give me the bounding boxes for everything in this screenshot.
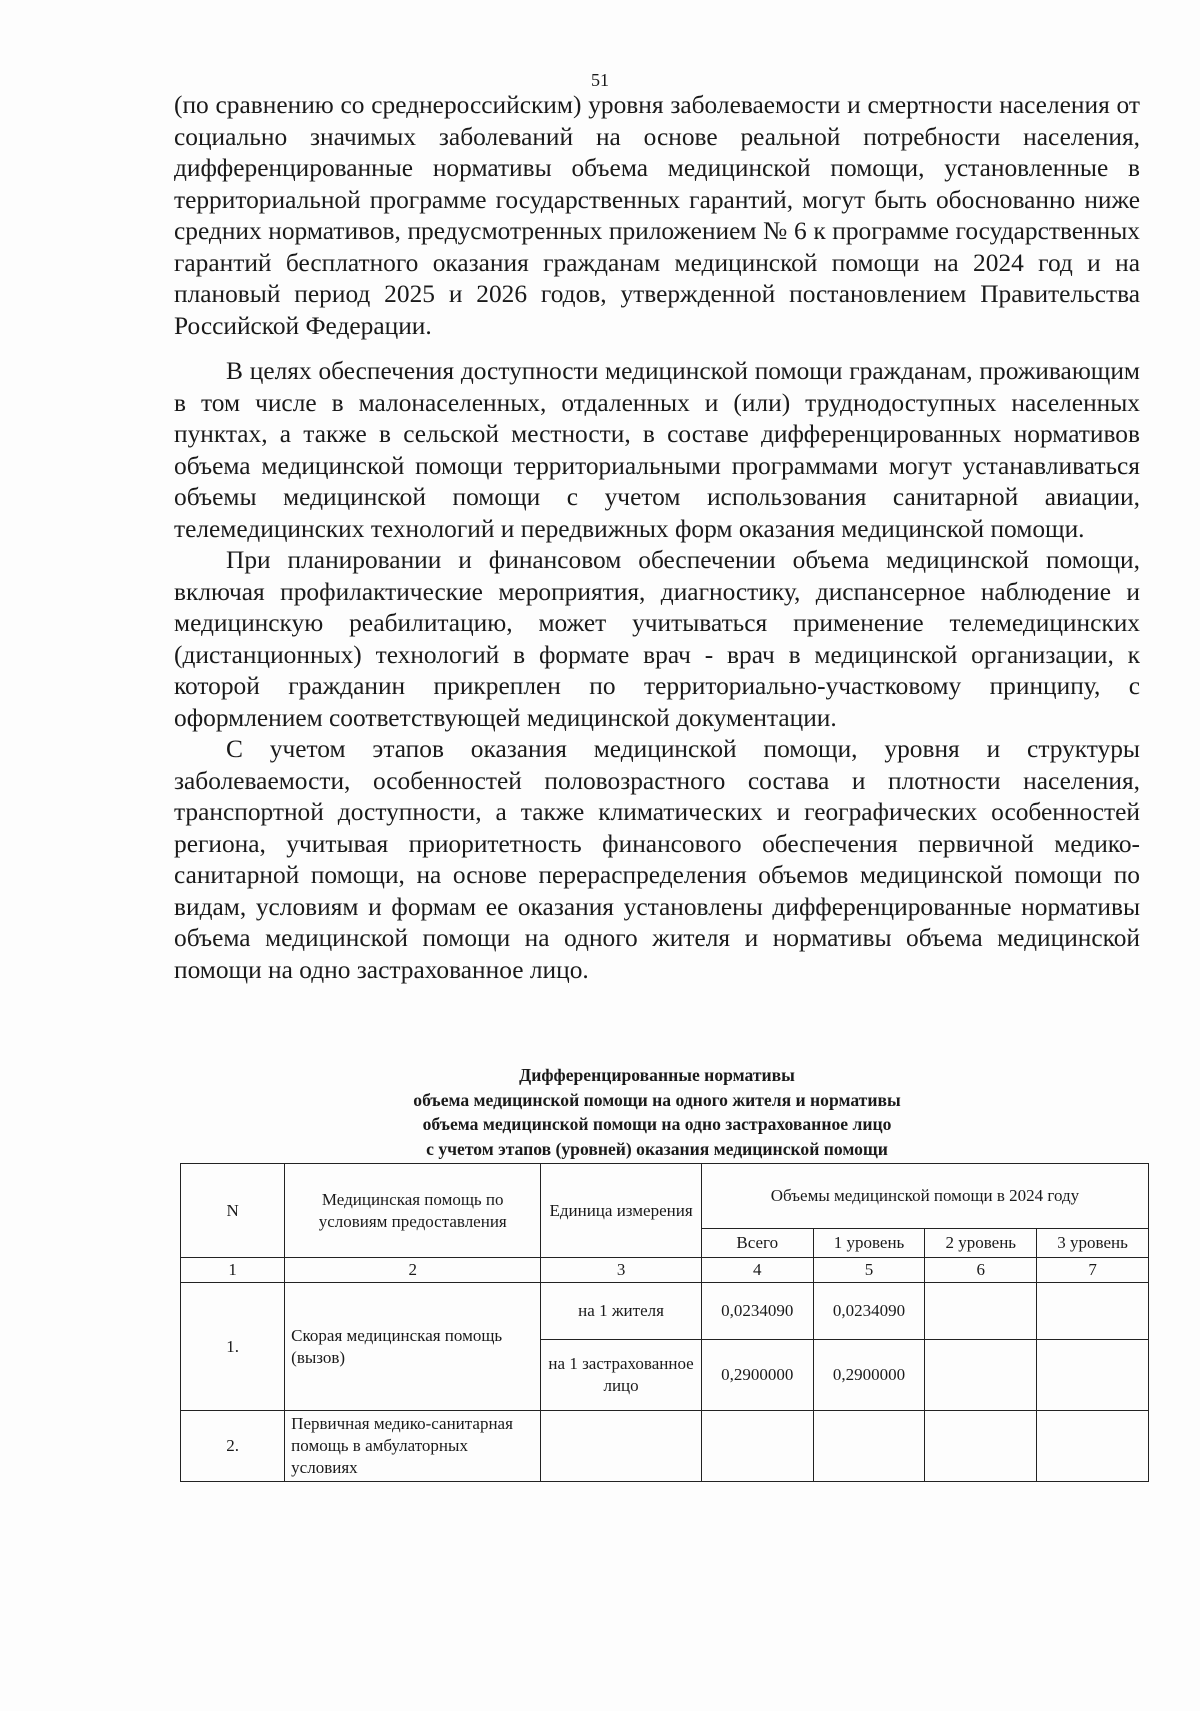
header-volumes: Объемы медицинской помощи в 2024 году <box>701 1164 1148 1229</box>
row-level1: 0,2900000 <box>813 1340 925 1411</box>
table-title-line: Дифференцированные нормативы <box>519 1065 795 1085</box>
row-care: Скорая медицинская помощь (вызов) <box>285 1283 541 1411</box>
row-level2 <box>925 1283 1037 1340</box>
page-number: 51 <box>591 70 609 90</box>
table-row <box>181 1411 1149 1482</box>
paragraph-1: (по сравнению со среднероссийским) уровня заболеваемости и смертности населения от социально значимых заболеваний на основе реальной потребности населения, дифференцированные нормативы объема медицинской помощи, установленные в территориальной программе государственных гарантий, могут быть обоснованно ниже средних нормативов, предусмотренных приложением № 6 к программе государственных гарантий бесплатного оказания гражданам медицинской помощи на 2024 год и на плановый период 2025 и 2026 годов, утвержденной постановлением Правительства Российской Федерации. <box>174 91 1140 340</box>
norms-table <box>180 1163 1149 1482</box>
row-level1 <box>813 1411 925 1482</box>
column-number: 4 <box>701 1258 813 1283</box>
row-total <box>701 1411 813 1482</box>
row-total: 0,0234090 <box>701 1283 813 1340</box>
header-row <box>181 1164 1149 1229</box>
header-total: Всего <box>701 1229 813 1258</box>
paragraph-4: С учетом этапов оказания медицинской помощи, уровня и структуры заболеваемости, особенностей половозрастного состава и плотности населения, транспортной доступности, а также климатических и географических особенностей региона, учитывая приоритетность финансового обеспечения первичной медико-санитарной помощи, на основе перераспределения объемов медицинской помощи по видам, условиям и формам ее оказания установлены дифференцированные нормативы объема медицинской помощи на одного жителя и нормативы объема медицинской помощи на одно застрахованное лицо. <box>174 735 1140 984</box>
row-unit: на 1 жителя <box>541 1283 702 1340</box>
row-care: Первичная медико-санитарная помощь в амбулаторных условиях <box>285 1411 541 1482</box>
row-level1: 0,0234090 <box>813 1283 925 1340</box>
table-row <box>181 1283 1149 1340</box>
column-number: 7 <box>1037 1258 1149 1283</box>
column-number: 1 <box>181 1258 285 1283</box>
header-n: N <box>181 1164 285 1258</box>
column-number: 2 <box>285 1258 541 1283</box>
column-number: 5 <box>813 1258 925 1283</box>
header-level1: 1 уровень <box>813 1229 925 1258</box>
column-number-row <box>181 1258 1149 1283</box>
row-level3 <box>1037 1340 1149 1411</box>
paragraph-3: При планировании и финансовом обеспечении объема медицинской помощи, включая профилактические мероприятия, диагностику, диспансерное наблюдение и медицинскую реабилитацию, может учитываться применение телемедицинских (дистанционных) технологий в формате врач - врач в медицинской организации, к которой гражданин прикреплен по территориально-участковому принципу, с оформлением соответствующей медицинской документации. <box>174 546 1140 732</box>
row-level2 <box>925 1411 1037 1482</box>
header-unit: Единица измерения <box>541 1164 702 1258</box>
row-number: 2. <box>181 1411 285 1482</box>
body-text <box>174 90 1140 986</box>
column-number: 6 <box>925 1258 1037 1283</box>
header-care: Медицинская помощь по условиям предоставления <box>285 1164 541 1258</box>
column-number: 3 <box>541 1258 702 1283</box>
row-level2 <box>925 1340 1037 1411</box>
row-level3 <box>1037 1283 1149 1340</box>
table-title-line: объема медицинской помощи на одного жителя и нормативы <box>413 1089 901 1110</box>
header-level3: 3 уровень <box>1037 1229 1149 1258</box>
row-unit: на 1 застрахованное лицо <box>541 1340 702 1411</box>
row-total: 0,2900000 <box>701 1340 813 1411</box>
table-title-line: объема медицинской помощи на одно застрахованное лицо <box>422 1114 892 1134</box>
paragraph-2: В целях обеспечения доступности медицинской помощи гражданам, проживающим в том числе в малонаселенных, отдаленных и (или) труднодоступных населенных пунктах, а также в сельской местности, в составе дифференцированных нормативов объема медицинской помощи территориальными программами могут устанавливаться объемы медицинской помощи с учетом использования санитарной авиации, телемедицинских технологий и передвижных форм оказания медицинской помощи. <box>174 357 1140 543</box>
table-title-line: с учетом этапов (уровней) оказания медицинской помощи <box>426 1138 888 1159</box>
row-level3 <box>1037 1411 1149 1482</box>
row-unit <box>541 1411 702 1482</box>
row-number: 1. <box>181 1283 285 1411</box>
header-level2: 2 уровень <box>925 1229 1037 1258</box>
table-title <box>174 1063 1140 1161</box>
